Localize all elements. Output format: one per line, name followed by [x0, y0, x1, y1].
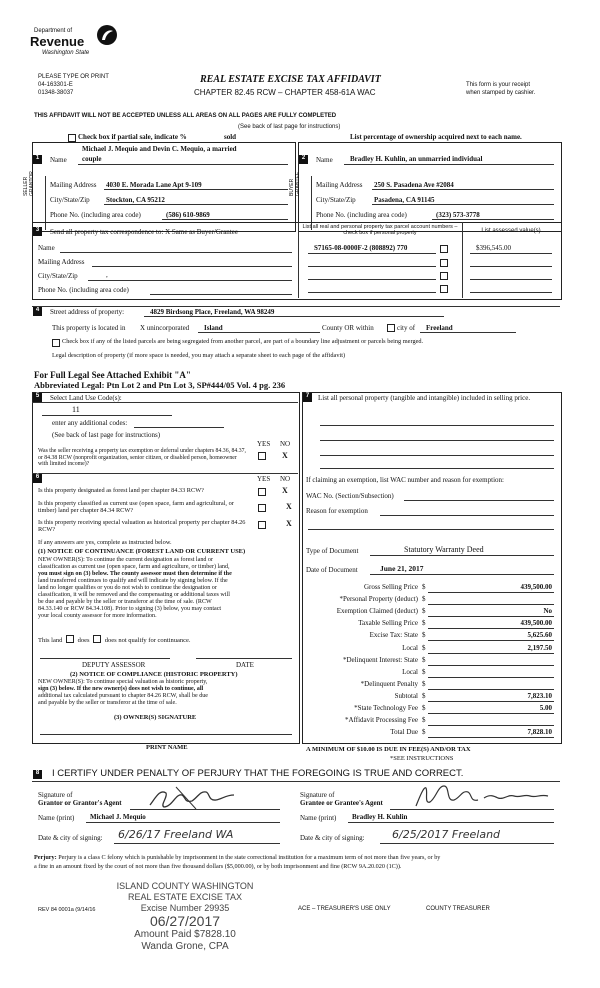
tax-row-label: *Personal Property (deduct): [339, 595, 418, 604]
seller-side-label: SELLER GRANTOR: [23, 171, 35, 196]
buyer-mailing-label: Mailing Address: [316, 181, 363, 189]
tax-row-underline: [428, 604, 554, 605]
grantee-sig-line: [390, 809, 554, 810]
grantor-date-city[interactable]: 6/26/17 Freeland WA: [118, 828, 234, 841]
tax-row-underline: [428, 616, 554, 617]
tax-row-underline: [428, 592, 554, 593]
grantor-sig-line: [130, 809, 280, 810]
grantee-sig-label-1: Signature of: [300, 791, 335, 799]
tax-row-underline: [428, 713, 554, 714]
section-2-number: 2: [299, 155, 308, 164]
logo-line3: Washington State: [42, 50, 90, 56]
seller-phone-underline: [162, 219, 288, 220]
s5-see-back: (See back of last page for instructions): [52, 431, 161, 439]
deputy-assessor-line: [40, 658, 170, 659]
if-yes-note: If any answers are yes, complete as instructed below.: [38, 539, 172, 546]
forest-land-question: Is this property designated as forest land per chapter 84.33 RCW?: [38, 487, 204, 494]
buyer-city-underline: [372, 204, 554, 205]
same-as-buyer[interactable]: X Same as Buyer/Grantee: [165, 228, 238, 236]
parcel-underline-1: [308, 253, 436, 254]
seller-name-underline: [78, 164, 288, 165]
grantor-sig-label-2: Grantor or Grantor's Agent: [38, 799, 122, 807]
seller-name-line1: Michael J. Mequio and Devin C. Mequio, a married: [82, 145, 237, 153]
perjury-line-1: [34, 854, 440, 861]
buyer-phone-label: Phone No. (including area code): [316, 211, 407, 219]
tax-row-currency: $: [422, 679, 426, 688]
tax-row-label: Gross Selling Price: [363, 583, 418, 591]
send-label: Send all property tax correspondence to:: [50, 228, 164, 236]
stamp-line-3: Excise Number 29935: [140, 903, 230, 913]
certify-statement: I CERTIFY UNDER PENALTY OF PERJURY THAT THE FOREGOING IS TRUE AND CORRECT.: [52, 768, 464, 779]
print-name-label: PRINT NAME: [146, 744, 188, 751]
notice-1-line: land no longer qualifies or you do not wish to continue the designation or: [38, 585, 217, 591]
doc-type-label: Type of Document: [306, 547, 359, 555]
street-address-label: Street address of property:: [50, 308, 125, 316]
stamp-line-1: ISLAND COUNTY WASHINGTON: [116, 881, 254, 891]
parcel-personal-checkbox-3[interactable]: [440, 272, 448, 280]
personal-property-line-2: [320, 440, 554, 441]
s3-phone-label: Phone No. (including area code): [38, 286, 129, 294]
buyer-side-label: BUYER GRANTEE: [289, 171, 301, 196]
seller-phone-label: Phone No. (including area code): [50, 211, 141, 219]
section-5-number: 5: [33, 393, 42, 402]
partial-sale-label: Check box if partial sale, indicate %: [78, 133, 187, 141]
section-3-number: 3: [33, 227, 42, 236]
section-8-number: 8: [33, 770, 42, 779]
tax-row-underline: [428, 653, 554, 654]
land-does-checkbox[interactable]: [66, 635, 74, 643]
land-qualifies-row: [38, 634, 191, 644]
doc-date-underline: [370, 574, 554, 575]
stamp-line-4: 06/27/2017: [149, 913, 221, 929]
tax-table: [306, 583, 556, 743]
notice-2-line: and payable by the seller or transferor at the time of sale.: [38, 700, 177, 706]
section-6-number: 6: [33, 474, 42, 483]
county-label: County OR within: [322, 324, 374, 332]
tax-row-underline: [428, 640, 554, 641]
dor-logo-mark-icon: [96, 24, 118, 46]
tax-row-underline: [428, 689, 554, 690]
historic-question: Is this property receiving special valuation as historical property per chapter 84.26 RCW?: [38, 519, 246, 534]
grantor-date-underline: [114, 843, 280, 844]
doc-type-value[interactable]: Statutory Warranty Deed: [404, 545, 484, 554]
owner-signature-line: [40, 734, 292, 735]
legal-desc-label: Legal description of property (if more space is needed, you may attach a separate sheet to each page of the affidavit): [52, 352, 346, 359]
buyer-mailing-underline: [372, 189, 554, 190]
grantor-name-underline: [86, 822, 280, 823]
tax-row-currency: $: [422, 655, 426, 664]
personal-property-line-1: [320, 425, 554, 426]
buyer-phone-value[interactable]: (323) 573-3778: [436, 211, 480, 219]
seller-name-label: Name: [50, 156, 67, 164]
notice-1-line: be due and payable by the seller or transferor at the time of sale. (RCW: [38, 599, 212, 605]
assessed-header: List assessed value(s): [481, 228, 541, 234]
owner-signature-label: (3) OWNER(S) SIGNATURE: [114, 714, 197, 721]
tax-row-label: Exemption Claimed (deduct): [336, 607, 418, 616]
reason-label: Reason for exemption: [306, 507, 368, 515]
s3-name-underline: [60, 252, 292, 253]
forest-yes-checkbox[interactable]: [258, 488, 266, 496]
unincorporated-check[interactable]: X unincorporated: [140, 324, 190, 332]
tax-row-label: *Delinquent Interest: State: [342, 655, 418, 664]
city-of-underline: [420, 332, 516, 333]
within-city-checkbox[interactable]: [387, 324, 395, 332]
send-correspondence-label: [50, 228, 238, 236]
buyer-mailing-value[interactable]: 250 S. Pasadena Ave #2084: [374, 181, 454, 189]
historic-yes-checkbox[interactable]: [258, 521, 266, 529]
tax-row-label: Local: [402, 667, 418, 676]
s6-no-header: NO: [280, 475, 291, 483]
section-5-rule: [32, 402, 298, 403]
segregated-checkbox[interactable]: [52, 339, 60, 347]
doc-date-value[interactable]: June 21, 2017: [380, 564, 424, 573]
tax-row-underline: [428, 677, 554, 678]
logo-line2: Revenue: [30, 34, 85, 49]
tax-row-underline: [428, 701, 554, 702]
stamp-line-2: REAL ESTATE EXCISE TAX: [127, 892, 243, 902]
assessed-underline-1: [470, 253, 552, 254]
exemption-no-mark[interactable]: X: [282, 451, 288, 460]
assessor-date-line: [196, 658, 292, 659]
buyer-city-value[interactable]: Pasadena, CA 91145: [374, 196, 435, 204]
notice-1-line: classification, it will be removed and the compensating or additional taxes will: [38, 592, 230, 598]
reason-underline: [380, 515, 554, 516]
wac-label: WAC No. (Section/Subsection): [306, 492, 394, 500]
logo-line1: Department of: [34, 28, 73, 34]
notice-1-title: (1) NOTICE OF CONTINUANCE (FOREST LAND OR CURRENT USE): [38, 548, 246, 555]
seller-phone-value[interactable]: (586) 610-9869: [166, 211, 210, 219]
seller-city-label: City/State/Zip: [50, 196, 90, 204]
s3-city-underline: [88, 280, 292, 281]
list-percentage-note: List percentage of ownership acquired next to each name.: [350, 133, 522, 141]
tax-row-value[interactable]: 439,500.00: [520, 583, 552, 591]
seller-name-line2[interactable]: couple: [82, 155, 102, 163]
receipt-note-1: This form is your receipt: [466, 82, 531, 88]
deputy-assessor-label: DEPUTY ASSESSOR: [82, 661, 146, 669]
rev-number: REV 84 0001a (9/14/16: [38, 907, 96, 913]
land-use-underline: [42, 415, 172, 416]
date-label: DATE: [236, 661, 254, 669]
assessed-underline-2: [470, 266, 552, 267]
current-use-no-mark[interactable]: X: [286, 502, 292, 511]
section-3-assessed-divider: [462, 222, 463, 298]
street-address-value[interactable]: 4829 Birdsong Place, Freeland, WA 98249: [150, 308, 275, 316]
stamp-line-6: Wanda Grone, CPA: [141, 941, 229, 952]
reason-underline-2: [308, 529, 554, 530]
seller-mailing-underline: [104, 189, 288, 190]
buyer-name-value[interactable]: Bradley H. Kuhlin, an unmarried individual: [350, 155, 483, 163]
stamp-line-5: Amount Paid $7828.10: [134, 929, 236, 940]
tax-row-underline: [428, 725, 554, 726]
section-1-number: 1: [33, 155, 42, 164]
grantee-date-underline: [380, 843, 554, 844]
tax-row-label: Excise Tax: State: [369, 631, 418, 640]
tax-row-currency: $: [422, 619, 426, 628]
tax-row-value[interactable]: No: [543, 607, 552, 616]
doc-type-underline: [370, 555, 554, 556]
tax-row-underline: [428, 665, 554, 666]
s6-yes-header: YES: [257, 475, 271, 483]
assessed-value[interactable]: $396,545.00: [476, 244, 511, 252]
does-label: does: [77, 637, 90, 644]
current-use-yes-checkbox[interactable]: [258, 504, 266, 512]
parcel-personal-checkbox-4[interactable]: [440, 285, 448, 293]
land-label: This land: [38, 637, 63, 644]
assessed-underline-3: [470, 279, 552, 280]
buyer-name-underline: [344, 164, 554, 165]
ref-number-2: 01348-38037: [38, 90, 74, 96]
section-4-number: 4: [33, 307, 42, 316]
forest-no-mark[interactable]: X: [282, 486, 288, 495]
tax-row-currency: $: [422, 643, 426, 652]
land-use-code[interactable]: 11: [72, 405, 80, 414]
notice-2-title: (2) NOTICE OF COMPLIANCE (HISTORIC PROPERTY): [70, 671, 238, 678]
notice-1-line: NEW OWNER(S): To continue the current designation as forest land or: [38, 557, 214, 563]
personal-property-line-3: [320, 455, 554, 456]
tax-row-value[interactable]: 5,625.60: [527, 631, 552, 640]
city-of-value[interactable]: Freeland: [426, 324, 453, 332]
tax-row-label: Local: [402, 643, 418, 652]
parcel-number[interactable]: S7165-08-0000F-2 (808892) 770: [314, 244, 408, 252]
county-value[interactable]: Island: [204, 324, 223, 332]
grantor-name-print-label: Name (print): [38, 814, 75, 822]
historic-no-mark[interactable]: X: [286, 519, 292, 528]
notice-2-line: NEW OWNER(S): To continue special valuation as historic property,: [38, 679, 208, 685]
exemption-yes-checkbox[interactable]: [258, 452, 266, 460]
tax-row-label: *Delinquent Penalty: [360, 679, 418, 688]
s5-yes-header: YES: [257, 440, 271, 448]
seller-city-underline: [104, 204, 288, 205]
seller-mailing-label: Mailing Address: [50, 181, 97, 189]
tax-row-currency: $: [422, 631, 426, 640]
s3-name-label: Name: [38, 244, 55, 252]
grantee-sig-label-2: Grantee or Grantee's Agent: [300, 799, 383, 807]
grantee-date-label: Date & city of signing:: [300, 834, 365, 842]
parcel-header: List all real and personal property tax parcel account numbers – check box if personal property: [302, 224, 458, 237]
abbreviated-legal: Abbreviated Legal: Ptn Lot 2 and Ptn Lot 3, SP#444/05 Vol. 4 pg. 236: [34, 380, 286, 390]
tax-row-currency: $: [422, 691, 426, 700]
seller-city-value[interactable]: Stockton, CA 95212: [106, 196, 165, 204]
notice-1-line: land transferred continues to qualify and will indicate by signing below. If the: [38, 578, 228, 584]
tax-row-value[interactable]: 439,500.00: [520, 619, 552, 628]
county-underline: [198, 332, 320, 333]
buyer-city-label: City/State/Zip: [316, 196, 356, 204]
grantee-name-print[interactable]: Bradley H. Kuhlin: [352, 813, 408, 821]
tax-row-value[interactable]: 7,828.10: [527, 728, 552, 737]
grantor-sig-label-1: Signature of: [38, 791, 73, 799]
receipt-note-2: when stamped by cashier.: [466, 90, 536, 96]
grantee-name-underline: [348, 822, 554, 823]
parcel-underline-2: [308, 266, 436, 267]
grantor-name-print[interactable]: Michael J. Mequio: [90, 813, 146, 821]
additional-codes-underline: [134, 427, 224, 428]
ref-number-1: 04-163301-E: [38, 82, 73, 88]
buyer-name-label: Name: [316, 156, 333, 164]
parcel-underline-4: [308, 292, 436, 293]
perjury-text-2: a fine in an amount fixed by the court of not more than five thousand dollars ($5,000.00), or by both imprisonment and fine (RCW 9A.20.020 (1C)).: [34, 863, 402, 870]
personal-property-label: List all personal property (tangible and intangible) included in selling price.: [318, 394, 531, 402]
grantor-date-label: Date & city of signing:: [38, 834, 103, 842]
tax-row-currency: $: [422, 607, 426, 616]
tax-row-currency: $: [422, 728, 426, 737]
minimum-fee-note: A MINIMUM OF $10.00 IS DUE IN FEE(S) AND/OR TAX: [306, 746, 471, 753]
tax-row-currency: $: [422, 667, 426, 676]
tax-row-currency: $: [422, 583, 426, 591]
land-does-not-checkbox[interactable]: [93, 635, 101, 643]
form-chapter: CHAPTER 82.45 RCW – CHAPTER 458-61A WAC: [194, 88, 376, 97]
parcel-personal-checkbox-1[interactable]: [440, 245, 448, 253]
notice-1-body: [38, 557, 232, 620]
tax-row-value[interactable]: 5.00: [539, 704, 552, 712]
land-use-label: Select Land Use Code(s):: [50, 394, 122, 402]
tax-row-value[interactable]: 2,197.50: [527, 643, 552, 652]
grantee-date-city[interactable]: 6/25/2017 Freeland: [392, 828, 501, 841]
tax-row-label: *Affidavit Processing Fee: [345, 716, 418, 725]
claiming-exemption-label: If claiming an exemption, list WAC number and reason for exemption:: [306, 476, 504, 484]
street-address-underline: [144, 316, 444, 317]
s3-city-value[interactable]: ,: [106, 271, 108, 279]
tax-row-value[interactable]: 7,823.10: [527, 691, 552, 700]
exemption-question: Was the seller receiving a property tax exemption or deferral under chapters 84.36, 84.37, or 84.38 RCW (nonprofit organization, senior citizen, or disabled person, homeowner with limited income)?: [38, 448, 246, 468]
s3-mailing-label: Mailing Address: [38, 258, 85, 266]
notice-1-line: 84.33.140 or RCW 84.34.108). Prior to signing (3) below, you may contact: [38, 606, 222, 612]
s5-no-header: NO: [280, 440, 291, 448]
dor-logo: [30, 22, 125, 62]
grantee-name-print-label: Name (print): [300, 814, 337, 822]
warning-line: THIS AFFIDAVIT WILL NOT BE ACCEPTED UNLESS ALL AREAS ON ALL PAGES ARE FULLY COMPLETED: [34, 113, 337, 119]
notice-2-line: additional tax calculated pursuant to chapter 84.26 RCW, shall be due: [38, 693, 209, 699]
notice-1-line: your local county assessor for more information.: [38, 613, 157, 619]
see-instructions-note: *SEE INSTRUCTIONS: [390, 755, 454, 762]
parcel-personal-checkbox-2[interactable]: [440, 259, 448, 267]
tax-row-label: Total Due: [390, 728, 418, 737]
please-type: PLEASE TYPE OR PRINT: [38, 74, 109, 80]
located-label: This property is located in: [52, 324, 126, 332]
section-3-divider: [298, 222, 299, 298]
s3-phone-underline: [150, 294, 292, 295]
section-4-rule: [32, 306, 560, 307]
tax-row-currency: $: [422, 704, 426, 712]
additional-codes-label: enter any additional codes:: [52, 419, 128, 427]
buyer-phone-underline: [432, 219, 554, 220]
form-title: REAL ESTATE EXCISE TAX AFFIDAVIT: [200, 74, 381, 85]
tax-row-underline: [428, 628, 554, 629]
section-6-rule: [32, 473, 298, 474]
city-of-label: city of: [397, 324, 416, 332]
personal-property-line-4: [320, 468, 554, 469]
current-use-question: Is this property classified as current use (open space, farm and agricultural, or timber) land per chapter 84.34 RCW?: [38, 500, 234, 515]
section-7-number: 7: [303, 393, 312, 402]
notice-1-line: you must sign on (3) below. The county assessor must then determine if the: [38, 571, 232, 577]
tax-row-underline: [428, 737, 554, 738]
county-treasurer-label: COUNTY TREASURER: [426, 906, 490, 912]
notice-2-line: sign (3) below. If the new owner(s) does not wish to continue, all: [38, 686, 204, 692]
see-back-header: (See back of last page for instructions): [238, 124, 341, 130]
notice-2-body: [38, 679, 208, 707]
perjury-label: Perjury:: [34, 854, 57, 861]
parcel-underline-3: [308, 279, 436, 280]
tax-row-currency: $: [422, 595, 426, 604]
tax-row-label: Taxable Selling Price: [358, 619, 418, 628]
does-not-label: does not qualify for continuance.: [104, 637, 191, 644]
tax-row-currency: $: [422, 716, 426, 725]
full-legal-note: For Full Legal See Attached Exhibit "A": [34, 370, 191, 380]
s3-city-label: City/State/Zip: [38, 272, 78, 280]
grantee-signature[interactable]: [410, 780, 560, 812]
segregated-label: Check box if any of the listed parcels are being segregated from another parcel, are part of a boundary line adjustment or parcels being merged.: [62, 338, 424, 345]
sold-label: sold: [224, 133, 237, 141]
notice-1-line: classification as current use (open space, farm and agriculture, or timber) land,: [38, 564, 230, 570]
wac-underline: [404, 500, 554, 501]
seller-mailing-value[interactable]: 4030 E. Morada Lane Apt 9-109: [106, 181, 202, 189]
s3-mailing-underline: [92, 266, 292, 267]
assessed-underline-4: [470, 292, 552, 293]
partial-sale-checkbox[interactable]: [68, 134, 76, 142]
perjury-text-1: Perjury is a class C felony which is punishable by imprisonment in the state correctional institution for a maximum term of not more than five years, or by: [56, 854, 441, 861]
doc-date-label: Date of Document: [306, 566, 358, 574]
treasurer-use-only: ACE – TREASURER'S USE ONLY: [298, 906, 391, 912]
tax-row-label: *State Technology Fee: [354, 704, 418, 712]
tax-row-label: Subtotal: [394, 691, 418, 700]
